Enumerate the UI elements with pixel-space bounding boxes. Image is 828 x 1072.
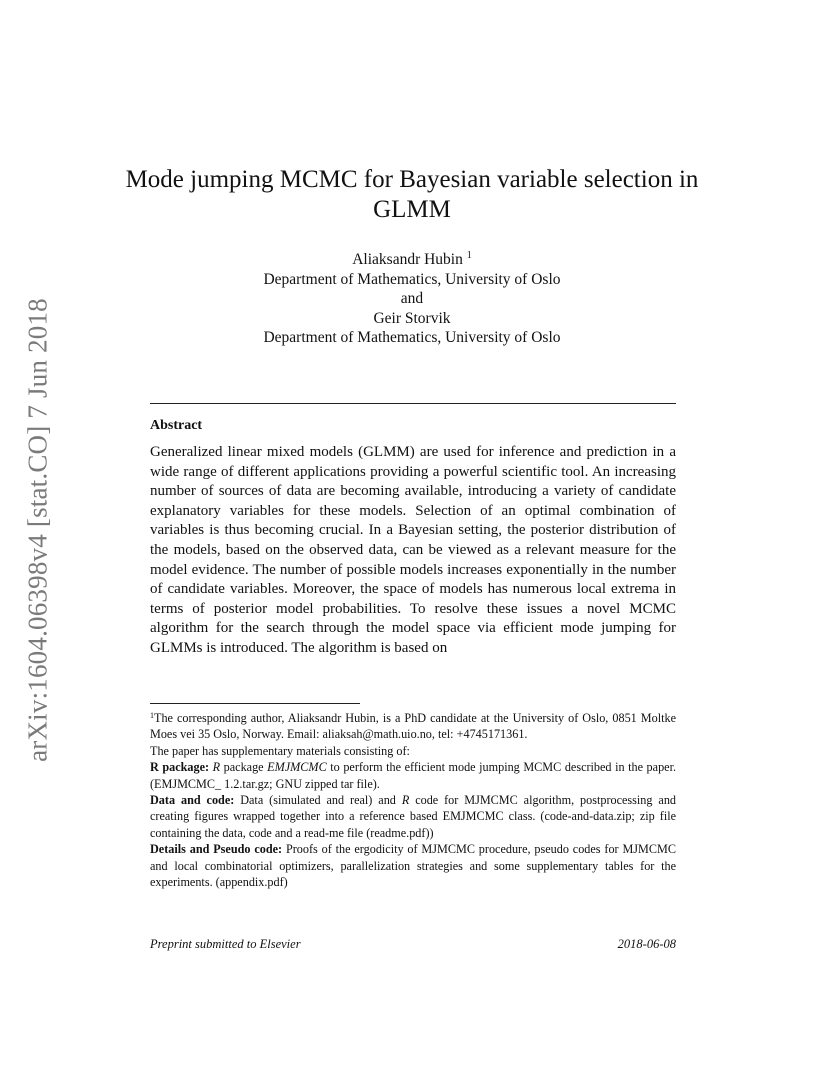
abstract-text: Generalized linear mixed models (GLMM) are used for inference and prediction in a wide range of different applications providing a powerful scientific tool. An increasing number of sources of data are becoming available, introducing a variety of candidate explanatory variables for these models. Selection of an optimal combination of variables is thus becoming crucial. In a Bayesian setting, the posterior distribution of the models, based on the observed data, can be viewed as a relevant measure for the model evidence. The number of possible models increases exponentially in the number of candidate variables. Moreover, the space of models has numerous local extrema in terms of posterior model probabilities. To resolve these issues a novel MCMC algorithm for the search through the model space via efficient mode jumping for GLMMs is introduced. The algorithm is based on [150, 444, 676, 656]
details-text: Proofs of the ergodicity of MJMCMC procedure, pseudo codes for MJMCMC and local combinatorial optimizers, parallelization strategies and some supplementary tables for the experiments. (appendix.pdf) [150, 842, 676, 890]
abstract-top-rule [150, 403, 676, 404]
title-line-1: Mode jumping MCMC for Bayesian variable selection in [125, 166, 699, 193]
data-code-label: Data and code: [150, 793, 235, 808]
details-label: Details and Pseudo code: [150, 842, 283, 857]
abstract-heading: Abstract [150, 418, 203, 433]
data-code-r: R [401, 793, 410, 808]
supplementary-intro: The paper has supplementary materials consisting of: [150, 743, 410, 758]
footnotes [150, 708, 676, 890]
supplement-r-package [150, 759, 676, 792]
title-line-2: GLMM [373, 196, 451, 223]
supplement-details [150, 841, 676, 890]
r-package-name: EMJMCMC [267, 760, 327, 775]
r-package-text: to perform the efficient mode jumping MCMC described in the paper. (EMJMCMC_ 1.2.tar.gz; GNU zipped tar file). [150, 760, 676, 791]
supplement-data-code [150, 792, 676, 841]
affiliation-1: Department of Mathematics, University of Oslo [263, 270, 561, 288]
r-language-name: R [212, 760, 221, 775]
author-conjunction: and [400, 290, 424, 307]
author-1-name: Aliaksandr Hubin [352, 251, 463, 268]
paper-title [100, 165, 724, 225]
data-code-text-a: Data (simulated and real) and [234, 793, 402, 808]
arxiv-identifier-text: arXiv:1604.06398v4 [stat.CO] 7 Jun 2018 [22, 298, 53, 762]
footnote-rule [150, 703, 360, 704]
author-block [150, 246, 674, 348]
data-code-text-b: code for MJMCMC algorithm, postprocessing and creating figures wrapped together into a reference based EMJMCMC class. (code-and-data.zip; zip file containing the data, code and a read-me file (readme.pdf)) [150, 793, 677, 840]
preprint-notice: Preprint submitted to Elsevier [150, 937, 301, 951]
footnote-1 [150, 708, 676, 743]
author-2-name: Geir Storvik [373, 309, 451, 327]
footnote-1-mark: 1 [150, 711, 154, 720]
affiliation-2: Department of Mathematics, University of Oslo [263, 329, 561, 346]
r-package-label: R package: [150, 760, 210, 775]
footnote-1-text: The corresponding author, Aliaksandr Hubin, is a PhD candidate at the University of Oslo, 0851 Moltke Moes vei 35 Oslo, Norway. Email: aliaksah@math.uio.no, tel: +4745171361. [150, 711, 676, 742]
arxiv-identifier-stamp [0, 0, 60, 1072]
author-1 [150, 246, 674, 270]
r-package-text-mid: package [220, 760, 268, 775]
author-1-footnote-mark[interactable]: 1 [466, 250, 472, 261]
page-footer [150, 937, 676, 952]
preprint-date: 2018-06-08 [617, 937, 676, 951]
